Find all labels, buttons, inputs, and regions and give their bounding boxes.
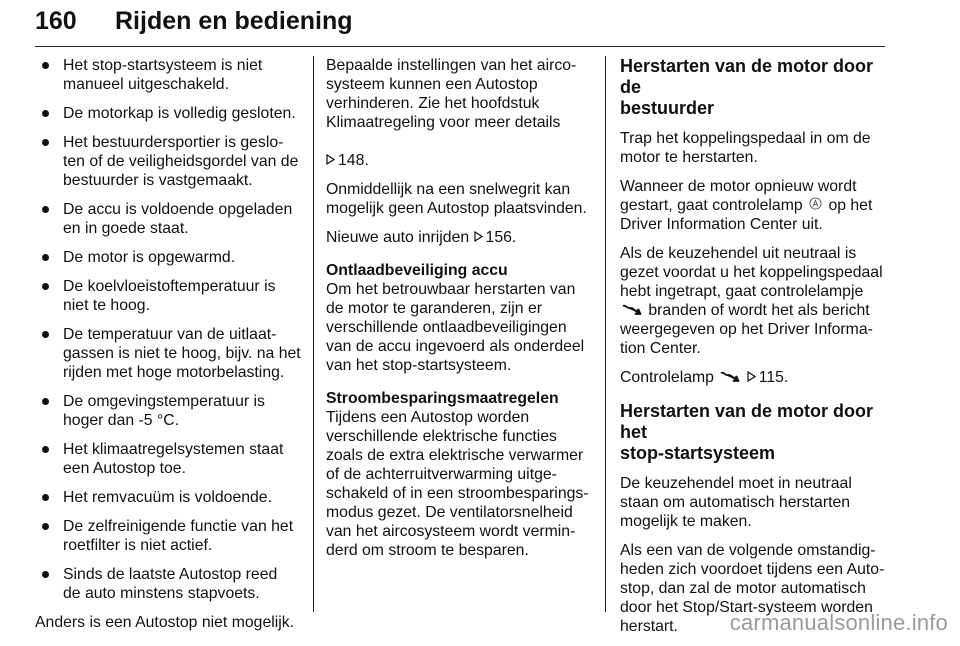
bullet-dot xyxy=(42,139,49,146)
bullet-dot xyxy=(42,494,49,501)
highway-paragraph: Onmiddellijk na een snelwegrit kan mogelijk geen Autostop plaatsvinden. xyxy=(326,181,587,217)
condition-text: De omgevingstemperatuur is hoger dan -5 °C. xyxy=(63,393,265,429)
autostop-lamp-paragraph xyxy=(620,177,890,234)
condition-text: De motor is opgewarmd. xyxy=(63,249,236,266)
page-ref-icon xyxy=(474,228,483,247)
aircon-ref[interactable]: 148. xyxy=(338,152,369,169)
condition-item xyxy=(35,517,305,555)
autostop-a-icon xyxy=(809,196,822,215)
condition-item xyxy=(35,277,305,315)
accu-heading: Ontlaadbeveiliging accu xyxy=(326,262,508,279)
power-saving-heading: Stroombesparingsmaatregelen xyxy=(326,390,559,407)
column-conditions xyxy=(35,56,305,642)
closing-sentence: Anders is een Autostop niet mogelijk. xyxy=(35,614,295,631)
driver-restart-heading: Herstarten van de motor door de bestuurder xyxy=(620,56,874,118)
condition-text: Het remvacuüm is voldoende. xyxy=(63,489,272,506)
gear-lever-paragraph xyxy=(620,244,890,358)
condition-text: De koelvloeistoftemperatuur is niet te hoog. xyxy=(63,278,276,314)
bullet-dot xyxy=(42,523,49,530)
neutral-paragraph: De keuzehendel moet in neutraal staan om automatisch herstarten mogelijk te maken. xyxy=(620,475,852,530)
condition-item xyxy=(35,325,305,382)
condition-item xyxy=(35,565,305,603)
lamp-ref-paragraph xyxy=(620,368,890,387)
wavy-arrow-icon xyxy=(720,368,740,387)
clutch-paragraph: Trap het koppelingspedaal in om de motor te herstarten. xyxy=(620,130,871,166)
lamp-ref-link[interactable]: 115. xyxy=(758,369,789,386)
accu-paragraph: Om het betrouwbaar herstarten van de motor te garanderen, zijn er verschillende ontlaadbeveiligingen van de accu ingevoerd als onderdeel van het stop-startsysteem. xyxy=(326,281,585,374)
condition-item xyxy=(35,200,305,238)
condition-text: Sinds de laatste Autostop reed de auto minstens stapvoets. xyxy=(63,566,278,602)
power-saving-paragraph: Tijdens een Autostop worden verschillende elektrische functies zoals de extra elektrische verwarmer of de achterruitverwarming uitge- schakeld of in een stroombesparings- modus gezet. De ventilatorsnelheid van het aircosysteem wordt vermin- derd om stroom te besparen. xyxy=(326,409,589,559)
wavy-arrow-icon xyxy=(622,301,642,320)
autostop-lamp-text: Wanneer de motor opnieuw wordt gestart, gaat controlelamp xyxy=(620,178,857,214)
lamp-ref-text: Controlelamp xyxy=(620,369,714,386)
autostop-lamp-text-end: op het Driver Information Center uit. xyxy=(620,197,873,233)
bullet-dot xyxy=(42,283,49,290)
column-restart xyxy=(620,56,890,646)
bullet-dot xyxy=(42,110,49,117)
condition-item xyxy=(35,248,305,267)
bullet-dot xyxy=(42,571,49,578)
condition-text: Het bestuurdersportier is geslo- ten of de veiligheidsgordel van de bestuurder is vastgemaakt. xyxy=(63,134,299,189)
condition-text: Het stop-startsysteem is niet manueel uitgeschakeld. xyxy=(63,57,263,93)
column-info xyxy=(326,56,596,570)
column-divider xyxy=(605,56,606,612)
page-header xyxy=(35,4,885,47)
break-in-ref[interactable]: 156. xyxy=(485,229,517,246)
condition-item xyxy=(35,133,305,190)
condition-text: De accu is voldoende opgeladen en in goede staat. xyxy=(63,201,293,237)
section-title: Rijden en bediening xyxy=(115,7,353,35)
condition-item xyxy=(35,488,305,507)
condition-text: Het klimaatregelsystemen staat een Autostop toe. xyxy=(63,441,284,477)
condition-item xyxy=(35,440,305,478)
bullet-dot xyxy=(42,254,49,261)
conditions-list xyxy=(35,56,305,603)
column-divider xyxy=(313,56,314,612)
condition-text: De motorkap is volledig gesloten. xyxy=(63,105,296,122)
page-ref-icon xyxy=(326,132,335,170)
condition-item xyxy=(35,392,305,430)
bullet-dot xyxy=(42,62,49,69)
bullet-dot xyxy=(42,206,49,213)
conditions-intro-paragraph: Als een van de volgende omstandig- heden zich voordoet tijdens een Auto- stop, dan zal de motor automatisch door het Stop/Start-systeem worden herstart. xyxy=(620,542,885,635)
aircon-text: Bepaalde instellingen van het airco- systeem kunnen een Autostop verhinderen. Zie het hoofdstuk Klimaatregeling voor meer details xyxy=(326,57,577,131)
page-ref-icon xyxy=(747,368,756,387)
condition-text: De temperatuur van de uitlaat- gassen is niet te hoog, bijv. na het rijden met hoge motorbelasting. xyxy=(63,326,301,381)
watermark: carmanualsonline.info xyxy=(729,610,948,635)
page-number: 160 xyxy=(35,7,77,35)
bullet-dot xyxy=(42,446,49,453)
system-restart-heading: Herstarten van de motor door het stop-startsysteem xyxy=(620,401,874,463)
break-in-paragraph xyxy=(326,228,596,247)
condition-item xyxy=(35,56,305,94)
gear-lever-text: Als de keuzehendel uit neutraal is gezet voordat u het koppelingspedaal hebt ingetrapt, gaat controlelampje xyxy=(620,245,883,300)
condition-text: De zelfreinigende functie van het roetfilter is niet actief. xyxy=(63,518,294,554)
break-in-text: Nieuwe auto inrijden xyxy=(326,229,470,246)
bullet-dot xyxy=(42,331,49,338)
condition-item xyxy=(35,104,305,123)
bullet-dot xyxy=(42,398,49,405)
aircon-paragraph xyxy=(326,56,596,170)
gear-lever-text-end: branden of wordt het als bericht weergegeven op het Driver Informa- tion Center. xyxy=(620,302,873,357)
